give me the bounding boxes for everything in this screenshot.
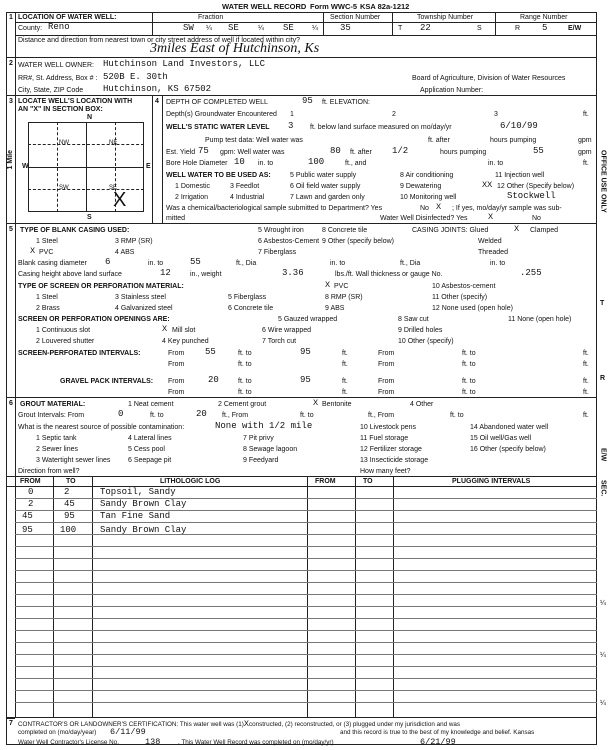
log-row-4-desc: Sandy Brown Clay — [100, 525, 187, 535]
log-from-header: FROM — [20, 478, 41, 485]
opening-torch[interactable]: 7 Torch cut — [262, 338, 297, 345]
log-row-3-from: 45 — [22, 511, 33, 521]
grid-nw: NW — [59, 140, 69, 146]
screen-to: 95 — [300, 347, 311, 357]
screen-other[interactable]: 11 Other (specify) — [432, 294, 488, 301]
contam-sewer[interactable]: 2 Sewer lines — [36, 446, 79, 453]
casing-fiberglass[interactable]: 7 Fiberglass — [258, 249, 297, 256]
screen-rmp[interactable]: 8 RMP (SR) — [325, 294, 363, 301]
chem-no-mark: X — [436, 202, 442, 212]
use-other-mark: XX — [482, 180, 493, 190]
plug-to-header: TO — [363, 478, 373, 485]
log-row-4-from: 95 — [22, 525, 33, 535]
use-domestic[interactable]: 1 Domestic — [175, 183, 211, 190]
office-quarter-1: ¼ — [600, 600, 606, 607]
log-row-2-from: 2 — [28, 499, 34, 509]
screen-concrete[interactable]: 6 Concrete tile — [228, 305, 274, 312]
casing-diameter-label: Blank casing diameter — [18, 260, 87, 267]
casing-diameter: 6 — [105, 257, 111, 267]
grid-south: S — [87, 214, 92, 221]
contam-livestock[interactable]: 10 Livestock pens — [360, 424, 417, 431]
use-public-water[interactable]: 5 Public water supply — [290, 172, 357, 179]
screen-stainless[interactable]: 3 Stainless steel — [115, 294, 166, 301]
license-label: Water Well Contractor's License No. — [18, 739, 119, 746]
screen-label: TYPE OF SCREEN OR PERFORATION MATERIAL: — [18, 283, 184, 290]
screen-pvc-mark: X — [325, 280, 331, 290]
screen-abs[interactable]: 9 ABS — [325, 305, 345, 312]
contam-feedyard[interactable]: 9 Feedyard — [243, 457, 279, 464]
static-level-label: WELL'S STATIC WATER LEVEL — [166, 124, 270, 131]
range-value: 5 — [542, 23, 548, 33]
yield-value: 75 — [198, 146, 209, 156]
use-feedlot[interactable]: 3 Feedlot — [230, 183, 260, 190]
casing-height: 12 — [160, 268, 171, 278]
opening-saw-cut[interactable]: 8 Saw cut — [398, 316, 429, 323]
static-level-value: 3 — [288, 121, 294, 131]
contam-seepage[interactable]: 6 Seepage pit — [128, 457, 172, 464]
contamination-value: None with 1/2 mile — [215, 421, 313, 431]
openings-label: SCREEN OR PERFORATION OPENINGS ARE: — [18, 316, 170, 323]
section-5-number: 5 — [9, 226, 13, 233]
use-monitoring[interactable]: 10 Monitoring well — [400, 194, 457, 201]
opening-louvered[interactable]: 2 Louvered shutter — [36, 338, 95, 345]
grid-ne: NE — [109, 140, 118, 146]
static-date: 6/10/99 — [500, 121, 538, 131]
contam-cess-pool[interactable]: 5 Cess pool — [128, 446, 165, 453]
office-quarter-2: ¼ — [600, 652, 606, 659]
joints-clamped[interactable]: Clamped — [530, 227, 559, 234]
grout-neat-cement[interactable]: 1 Neat cement — [128, 401, 174, 408]
contam-fuel[interactable]: 11 Fuel storage — [360, 435, 409, 442]
contamination-label: What is the nearest source of possible contamination: — [18, 424, 185, 431]
ew-indicator: E/W — [568, 25, 582, 32]
grout-to: 20 — [196, 409, 207, 419]
township-value: 22 — [420, 23, 431, 33]
opening-mill-mark: X — [162, 324, 168, 334]
use-other[interactable]: 12 Other (Specify below) — [497, 183, 575, 190]
record-date: 6/21/99 — [420, 737, 456, 747]
section-number-label: Section Number — [330, 14, 381, 21]
screen-intervals-label: SCREEN-PERFORATED INTERVALS: — [18, 350, 141, 357]
casing-abs[interactable]: 4 ABS — [115, 249, 135, 256]
office-r: R — [600, 375, 606, 382]
log-row-4-to: 100 — [60, 525, 77, 535]
screen-from: 55 — [205, 347, 216, 357]
casing-pvc[interactable]: PVC — [39, 249, 54, 256]
contam-septic[interactable]: 1 Septic tank — [36, 435, 77, 442]
office-t: T — [600, 300, 605, 307]
joints-mark: X — [514, 224, 520, 234]
screen-pvc[interactable]: PVC — [334, 283, 349, 290]
application-number-label: Application Number: — [420, 87, 484, 94]
contam-sewage-lagoon[interactable]: 8 Sewage lagoon — [243, 446, 298, 453]
use-air-conditioning[interactable]: 8 Air conditioning — [400, 172, 454, 179]
groundwater-label: Depth(s) Groundwater Encountered — [166, 111, 277, 118]
use-injection-well[interactable]: 11 Injection well — [495, 172, 545, 179]
grid-sw: SW — [59, 185, 69, 191]
contam-other[interactable]: 16 Other (specify below) — [470, 446, 546, 453]
screen-brass[interactable]: 2 Brass — [36, 305, 60, 312]
opening-gauzed[interactable]: 5 Gauzed wrapped — [278, 316, 338, 323]
locate-label-1: LOCATE WELL'S LOCATION WITH — [18, 98, 133, 105]
casing-asbestos[interactable]: 6 Asbestos-Cement — [258, 238, 320, 245]
county-label: County: — [18, 25, 43, 32]
casing-steel[interactable]: 1 Steel — [36, 238, 58, 245]
casing-rmp[interactable]: 3 RMP (SR) — [115, 238, 153, 245]
log-row-3-to: 95 — [64, 511, 75, 521]
grout-bentonite[interactable]: Bentonite — [322, 401, 352, 408]
screen-fiberglass[interactable]: 5 Fiberglass — [228, 294, 267, 301]
pump-test-label: Pump test data: Well water was — [205, 137, 303, 144]
plug-from-header: FROM — [315, 478, 336, 485]
grid-se: SE — [109, 185, 118, 191]
log-row-3-desc: Tan Fine Sand — [100, 511, 171, 521]
office-use-label: OFFICE USE ONLY — [599, 150, 607, 213]
grout-label: GROUT MATERIAL: — [20, 401, 86, 408]
contam-pit-privy[interactable]: 7 Pit privy — [243, 435, 274, 442]
screen-asbestos[interactable]: 10 Asbestos-cement — [432, 283, 496, 290]
yield-pumping: 55 — [533, 146, 544, 156]
grid-west: W — [22, 163, 29, 170]
ksa-ref: KSA 82a-1212 — [360, 2, 410, 11]
log-row-1-to: 2 — [64, 487, 70, 497]
fraction-c: SE — [283, 23, 294, 33]
joints-welded[interactable]: Welded — [478, 238, 502, 245]
opening-continuous[interactable]: 1 Continuous slot — [36, 327, 91, 334]
wall-thickness: .255 — [520, 268, 542, 278]
direction-label: Direction from well? — [18, 468, 80, 475]
license-number: 138 — [145, 737, 161, 747]
office-quarter-3: ¼ — [600, 700, 606, 707]
use-label: WELL WATER TO BE USED AS: — [166, 172, 271, 179]
completed-label: completed on (mo/day/year) — [18, 729, 97, 736]
opening-other[interactable]: 10 Other (specify) — [398, 338, 454, 345]
form-title: WATER WELL RECORD — [222, 2, 307, 11]
use-lawn-garden[interactable]: 7 Lawn and garden only — [290, 194, 365, 201]
address-label: RR#, St. Address, Box # : — [18, 75, 98, 82]
section-6-number: 6 — [9, 400, 13, 407]
disinfected-label: Water Well Disinfected? Yes — [380, 215, 468, 222]
grout-from: 0 — [118, 409, 124, 419]
constructed-mark: X — [243, 719, 249, 729]
depth-value: 95 — [302, 96, 313, 106]
well-water-value: 80 — [330, 146, 341, 156]
grout-bentonite-mark: X — [313, 398, 319, 408]
bore-diameter: 10 — [234, 157, 245, 167]
log-row-2-to: 45 — [64, 499, 75, 509]
contam-insecticide[interactable]: 13 Insecticide storage — [360, 457, 429, 464]
gravel-from: 20 — [208, 375, 219, 385]
casing-other[interactable]: 9 Other (specify below) — [322, 238, 394, 245]
fraction-b: SE — [228, 23, 239, 33]
opening-mill-slot[interactable]: Mill slot — [172, 327, 196, 334]
section-2-number: 2 — [9, 60, 13, 67]
screen-none[interactable]: 12 None used (open hole) — [432, 305, 513, 312]
grid-location-mark: X — [113, 189, 127, 211]
office-ew: E/W — [599, 448, 607, 462]
log-row-1-from: 0 — [28, 487, 34, 497]
grid-east: E — [146, 163, 151, 170]
joints-label: CASING JOINTS: Glued — [412, 227, 489, 234]
how-many-feet-label: How many feet? — [360, 468, 411, 475]
opening-wire[interactable]: 6 Wire wrapped — [262, 327, 312, 334]
opening-key-punched[interactable]: 4 Key punched — [162, 338, 209, 345]
grid-mile: 1 Mile — [7, 150, 14, 170]
section-number-column — [15, 12, 16, 717]
contam-lateral[interactable]: 4 Lateral lines — [128, 435, 172, 442]
joints-threaded[interactable]: Threaded — [478, 249, 508, 256]
casing-depth: 55 — [190, 257, 201, 267]
yield-label: Est. Yield — [166, 149, 196, 156]
bore-depth: 100 — [308, 157, 325, 167]
opening-drilled[interactable]: 9 Drilled holes — [398, 327, 443, 334]
casing-label: TYPE OF BLANK CASING USED: — [20, 227, 130, 234]
contam-watertight-sewer[interactable]: 3 Watertight sewer lines — [36, 457, 111, 464]
contam-abandoned-well[interactable]: 14 Abandoned water well — [470, 424, 549, 431]
grout-cement-grout[interactable]: 2 Cement grout — [218, 401, 267, 408]
office-sec: SEC. — [599, 480, 607, 497]
gravel-intervals-label: GRAVEL PACK INTERVALS: — [60, 378, 154, 385]
distance-value: 3miles East of Hutchinson, Ks — [150, 41, 320, 56]
casing-height-label: Casing height above land surface — [18, 271, 122, 278]
screen-steel[interactable]: 1 Steel — [36, 294, 58, 301]
section-1-number: 1 — [9, 14, 13, 21]
form-number: Form WWC-5 — [310, 2, 358, 11]
contam-fertilizer[interactable]: 12 Fertilizer storage — [360, 446, 422, 453]
grid-north: N — [87, 114, 93, 121]
distance-label: Distance and direction from nearest town or city street address of well if located within city? — [18, 37, 301, 44]
completed-date: 6/11/99 — [110, 727, 146, 737]
use-industrial[interactable]: 4 Industrial — [230, 194, 265, 201]
use-dewatering[interactable]: 9 Dewatering — [400, 183, 442, 190]
log-lithologic-header: LITHOLOGIC LOG — [160, 478, 221, 485]
use-specify-value: Stockwell — [507, 191, 556, 201]
screen-galvanized[interactable]: 4 Galvanized steel — [115, 305, 173, 312]
owner-label: WATER WELL OWNER: — [18, 62, 94, 69]
casing-pvc-mark: X — [30, 246, 36, 256]
gravel-to: 95 — [300, 375, 311, 385]
section-4-number: 4 — [155, 98, 159, 105]
bore-label: Bore Hole Diameter — [166, 160, 228, 167]
casing-weight: 3.36 — [282, 268, 304, 278]
log-to-header: TO — [66, 478, 76, 485]
cert-text-1: CONTRACTOR'S OR LANDOWNER'S CERTIFICATION: This water well was (1)Xconstructed, (2) reconstructed, or (3) plugged under my jurisdiction and was — [18, 719, 461, 729]
use-irrigation[interactable]: 2 Irrigation — [175, 194, 209, 201]
log-row-2-desc: Sandy Brown Clay — [100, 499, 187, 509]
plug-intervals-header: PLUGGING INTERVALS — [452, 478, 531, 485]
contam-oil-gas[interactable]: 15 Oil well/Gas well — [470, 435, 532, 442]
grout-other[interactable]: 4 Other — [410, 401, 434, 408]
county-value: Reno — [48, 22, 70, 32]
depth-label: DEPTH OF COMPLETED WELL — [166, 99, 268, 106]
grout-intervals-label: Grout Intervals: From — [18, 412, 85, 419]
owner-value: Hutchinson Land Investors, LLC — [103, 59, 266, 69]
city-label: City, State, ZIP Code — [18, 87, 84, 94]
casing-concrete-tile[interactable]: 8 Concrete tile — [322, 227, 368, 234]
casing-wrought-iron[interactable]: 5 Wrought iron — [258, 227, 304, 234]
constructed-label: constructed — [248, 721, 282, 728]
fraction-label: Fraction — [198, 14, 224, 21]
fraction-a: SW — [183, 23, 194, 33]
log-row-1-desc: Topsoil, Sandy — [100, 487, 176, 497]
locate-label-2: AN "X" IN SECTION BOX: — [18, 106, 103, 113]
section-value: 35 — [340, 23, 351, 33]
range-label: Range Number — [520, 14, 568, 21]
township-label: Township Number — [417, 14, 474, 21]
board-label: Board of Agriculture, Division of Water Resources — [412, 75, 566, 82]
address-value: 520B E. 30th — [103, 72, 168, 82]
city-value: Hutchinson, KS 67502 — [103, 84, 212, 94]
use-oil-field[interactable]: 6 Oil field water supply — [290, 183, 361, 190]
chem-sample-label: Was a chemical/bacteriological sample submitted to Department? Yes — [166, 205, 383, 212]
section-7-number: 7 — [9, 720, 13, 727]
location-label: LOCATION OF WATER WELL: — [18, 14, 117, 21]
section-3-number: 3 — [9, 98, 13, 105]
disinfected-mark: X — [488, 212, 494, 222]
yield-hours: 1/2 — [392, 146, 409, 156]
opening-none[interactable]: 11 None (open hole) — [508, 316, 572, 323]
